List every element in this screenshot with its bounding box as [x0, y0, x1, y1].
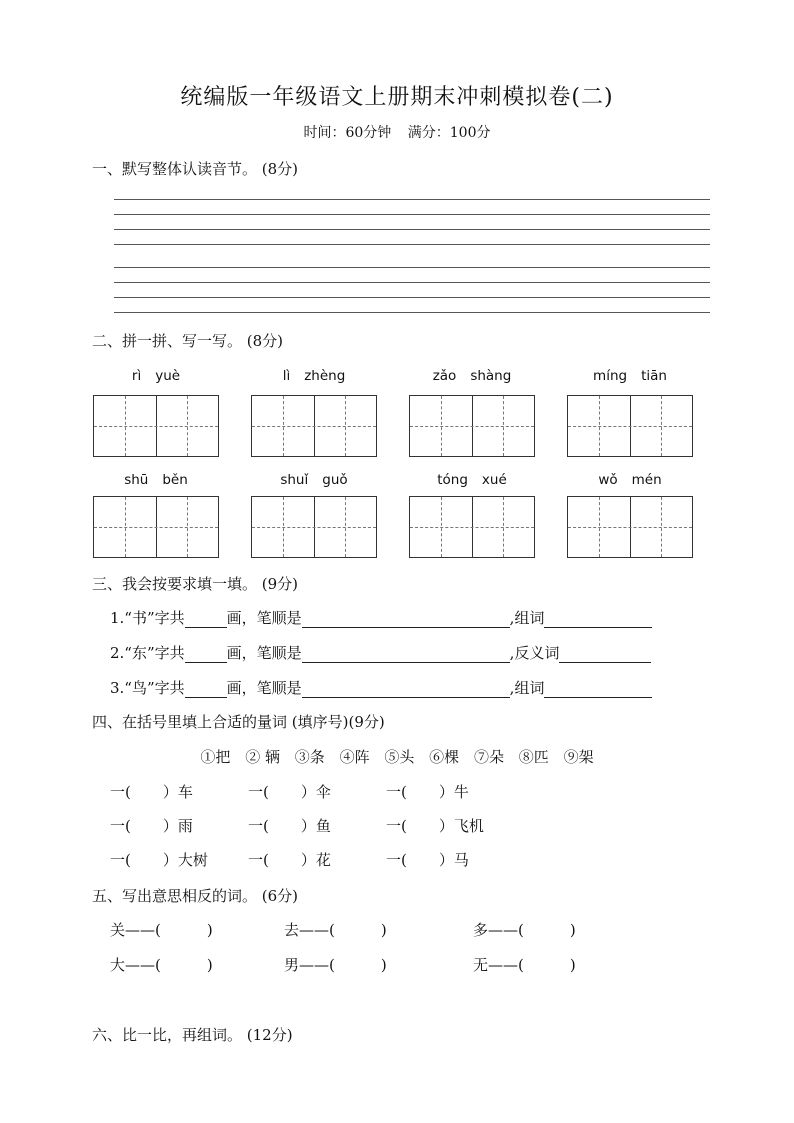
pinyin-label: zǎo shàng — [432, 368, 512, 384]
measure-word-item[interactable]: 一( ）车 — [110, 783, 193, 801]
section-1-heading: 一、默写整体认读音节。 (8分) — [92, 160, 299, 178]
antonym-item[interactable]: 多——( ) — [473, 921, 576, 939]
question-3-item-2: 2.“东”字共 画，笔顺是 ,反义词 — [110, 642, 651, 663]
section-6-heading: 六、比一比，再组词。 (12分) — [92, 1026, 293, 1044]
antonym-item[interactable]: 男——( ) — [284, 956, 387, 974]
question-3-item-1: 1.“书”字共 画，笔顺是 ,组词 — [110, 607, 652, 628]
answer-blank[interactable] — [559, 646, 651, 663]
writing-grid[interactable] — [409, 496, 535, 558]
answer-blank[interactable] — [302, 646, 510, 663]
pinyin-label: tóng xué — [437, 472, 507, 488]
answer-blank[interactable] — [185, 646, 227, 663]
page-title: 统编版一年级语文上册期末冲刺模拟卷(二) — [180, 85, 614, 110]
writing-lines-group[interactable] — [114, 196, 710, 316]
score-info: 满分：100分 — [407, 125, 491, 141]
section-2-heading: 二、拼一拼、写一写。 (8分) — [92, 332, 284, 350]
measure-word-item[interactable]: 一( ）伞 — [248, 783, 331, 801]
measure-word-item[interactable]: 一( ）花 — [248, 851, 331, 869]
writing-grid[interactable] — [251, 395, 377, 457]
answer-blank[interactable] — [302, 611, 510, 628]
pinyin-label: rì yuè — [131, 368, 181, 384]
measure-word-options: ①把 ② 辆 ③条 ④阵 ⑤头 ⑥棵 ⑦朵 ⑧匹 ⑨架 — [200, 748, 594, 766]
section-3-heading: 三、我会按要求填一填。 (9分) — [92, 575, 299, 593]
answer-blank[interactable] — [302, 681, 510, 698]
answer-blank[interactable] — [185, 681, 227, 698]
measure-word-item[interactable]: 一( ）马 — [386, 851, 469, 869]
answer-blank[interactable] — [544, 611, 652, 628]
antonym-item[interactable]: 去——( ) — [284, 921, 387, 939]
antonym-item[interactable]: 无——( ) — [473, 956, 576, 974]
measure-word-item[interactable]: 一( ）飞机 — [386, 817, 484, 835]
writing-grid[interactable] — [567, 496, 693, 558]
antonym-item[interactable]: 大——( ) — [110, 956, 213, 974]
writing-grid[interactable] — [409, 395, 535, 457]
measure-word-item[interactable]: 一( ）牛 — [386, 783, 469, 801]
pinyin-label: lì zhèng — [282, 368, 346, 384]
section-4-heading: 四、在括号里填上合适的量词 (填序号)(9分) — [92, 713, 385, 731]
pinyin-label: míng tiān — [593, 368, 667, 384]
measure-word-item[interactable]: 一( ）雨 — [110, 817, 193, 835]
question-3-item-3: 3.“鸟”字共 画，笔顺是 ,组词 — [110, 677, 652, 698]
writing-grid[interactable] — [251, 496, 377, 558]
measure-word-item[interactable]: 一( ）鱼 — [248, 817, 331, 835]
pinyin-label: wǒ mén — [598, 472, 662, 488]
section-5-heading: 五、写出意思相反的词。 (6分) — [92, 887, 299, 905]
time-info: 时间：60分钟 — [303, 125, 392, 141]
writing-grid[interactable] — [93, 496, 219, 558]
answer-blank[interactable] — [185, 611, 227, 628]
writing-grid[interactable] — [567, 395, 693, 457]
answer-blank[interactable] — [544, 681, 652, 698]
exam-info — [0, 122, 794, 142]
pinyin-label: shuǐ guǒ — [280, 472, 348, 488]
pinyin-label: shū běn — [124, 472, 188, 488]
measure-word-item[interactable]: 一( ）大树 — [110, 851, 208, 869]
antonym-item[interactable]: 关——( ) — [110, 921, 213, 939]
writing-grid[interactable] — [93, 395, 219, 457]
